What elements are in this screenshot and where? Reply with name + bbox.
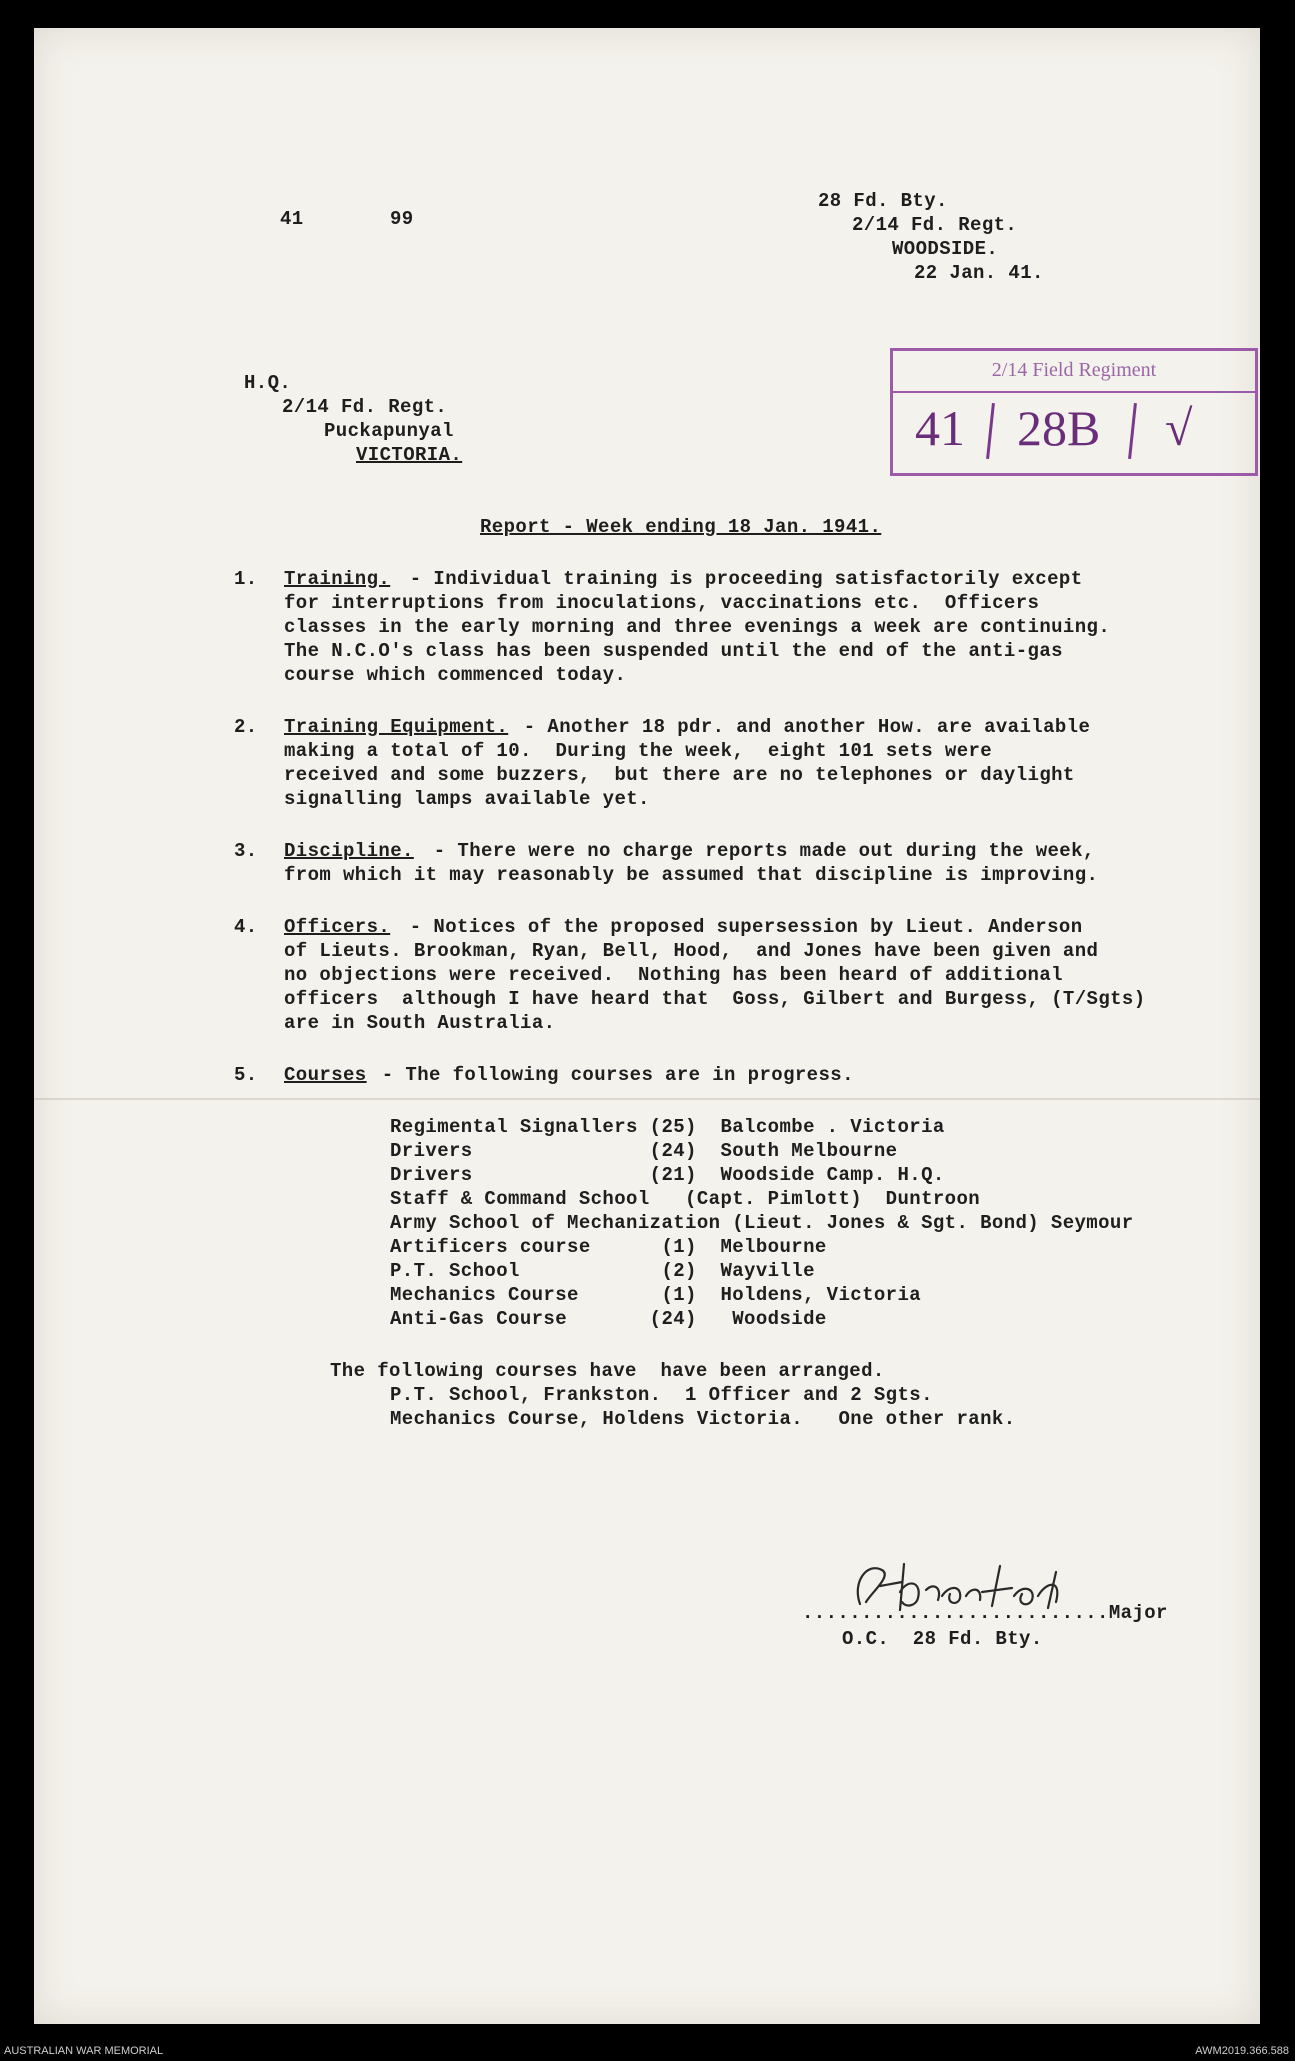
course-item: Drivers (24) South Melbourne bbox=[390, 1140, 898, 1162]
section-heading: Discipline. bbox=[284, 840, 414, 862]
recipient-line: VICTORIA. bbox=[356, 444, 463, 466]
course-item: Regimental Signallers (25) Balcombe . Victoria bbox=[390, 1116, 945, 1138]
paper-fold bbox=[34, 1098, 1260, 1100]
signature-block: O.C. 28 Fd. Bty. bbox=[842, 1628, 1043, 1650]
section-number: 4. bbox=[234, 916, 258, 938]
footer-archive-name: AUSTRALIAN WAR MEMORIAL bbox=[4, 2045, 164, 2057]
section-text-line: - Another 18 pdr. and another How. are available bbox=[512, 716, 1091, 738]
recipient-line: 2/14 Fd. Regt. bbox=[282, 396, 448, 418]
course-item: Staff & Command School (Capt. Pimlott) Duntroon bbox=[390, 1188, 981, 1210]
sender-line: 2/14 Fd. Regt. bbox=[852, 214, 1018, 236]
recipient-line: H.Q. bbox=[244, 372, 292, 394]
section-heading: Training. bbox=[284, 568, 391, 590]
course-item: Artificers course (1) Melbourne bbox=[390, 1236, 827, 1258]
section-text-line: of Lieuts. Brookman, Ryan, Bell, Hood, and Jones have been given and bbox=[284, 940, 1099, 962]
course-item: Anti-Gas Course (24) Woodside bbox=[390, 1308, 827, 1330]
stamp-divider bbox=[893, 391, 1255, 393]
section-text-line: officers although I have heard that Goss, Gilbert and Burgess, (T/Sgts) bbox=[284, 988, 1146, 1010]
section-text-line: - Individual training is proceeding satisfactorily except bbox=[398, 568, 1083, 590]
section-text-line: for interruptions from inoculations, vaccinations etc. Officers bbox=[284, 592, 1040, 614]
course-item: Army School of Mechanization (Lieut. Jones & Sgt. Bond) Seymour bbox=[390, 1212, 1134, 1234]
stamp-separator bbox=[1128, 403, 1137, 459]
margin-number-1: 41 bbox=[280, 208, 304, 230]
stamp-field-2: 28B bbox=[1017, 400, 1101, 456]
section-number: 3. bbox=[234, 840, 258, 862]
stamp-field-1: 41 bbox=[915, 400, 965, 456]
signature-line: ..........................Major bbox=[802, 1602, 1168, 1624]
arranged-intro: The following courses have have been arranged. bbox=[330, 1360, 885, 1382]
recipient-line: Puckapunyal bbox=[324, 420, 454, 442]
section-number: 5. bbox=[234, 1064, 258, 1086]
section-number: 2. bbox=[234, 716, 258, 738]
section-heading: Officers. bbox=[284, 916, 391, 938]
sender-line: WOODSIDE. bbox=[892, 238, 999, 260]
course-item: Drivers (21) Woodside Camp. H.Q. bbox=[390, 1164, 945, 1186]
section-number: 1. bbox=[234, 568, 258, 590]
course-item: Mechanics Course (1) Holdens, Victoria bbox=[390, 1284, 922, 1306]
footer-accession-number: AWM2019.366.588 bbox=[1195, 2045, 1289, 2057]
section-text-line: The N.C.O's class has been suspended until the end of the anti-gas bbox=[284, 640, 1063, 662]
section-text-line: - The following courses are in progress. bbox=[370, 1064, 854, 1086]
section-text-line: from which it may reasonably be assumed that discipline is improving. bbox=[284, 864, 1099, 886]
section-text-line: classes in the early morning and three evenings a week are continuing. bbox=[284, 616, 1111, 638]
section-heading: Training Equipment. bbox=[284, 716, 509, 738]
section-text-line: are in South Australia. bbox=[284, 1012, 556, 1034]
stamp-field-3: √ bbox=[1165, 400, 1193, 456]
section-text-line: - There were no charge reports made out during the week, bbox=[422, 840, 1095, 862]
course-item: P.T. School (2) Wayville bbox=[390, 1260, 815, 1282]
stamp-separator bbox=[986, 403, 995, 459]
arranged-item: Mechanics Course, Holdens Victoria. One other rank. bbox=[390, 1408, 1016, 1430]
section-text-line: - Notices of the proposed supersession by Lieut. Anderson bbox=[398, 916, 1083, 938]
section-text-line: making a total of 10. During the week, eight 101 sets were bbox=[284, 740, 993, 762]
section-text-line: course which commenced today. bbox=[284, 664, 627, 686]
stamp-title: 2/14 Field Regiment bbox=[991, 359, 1157, 381]
report-title: Report - Week ending 18 Jan. 1941. bbox=[480, 516, 882, 538]
section-heading: Courses bbox=[284, 1064, 367, 1086]
regiment-stamp bbox=[890, 348, 1258, 476]
section-text-line: signalling lamps available yet. bbox=[284, 788, 650, 810]
sender-line: 22 Jan. 41. bbox=[914, 262, 1044, 284]
margin-number-2: 99 bbox=[390, 208, 414, 230]
arranged-item: P.T. School, Frankston. 1 Officer and 2 Sgts. bbox=[390, 1384, 933, 1406]
document-page bbox=[34, 28, 1260, 2024]
sender-line: 28 Fd. Bty. bbox=[818, 190, 948, 212]
section-text-line: received and some buzzers, but there are no telephones or daylight bbox=[284, 764, 1075, 786]
section-text-line: no objections were received. Nothing has been heard of additional bbox=[284, 964, 1063, 986]
